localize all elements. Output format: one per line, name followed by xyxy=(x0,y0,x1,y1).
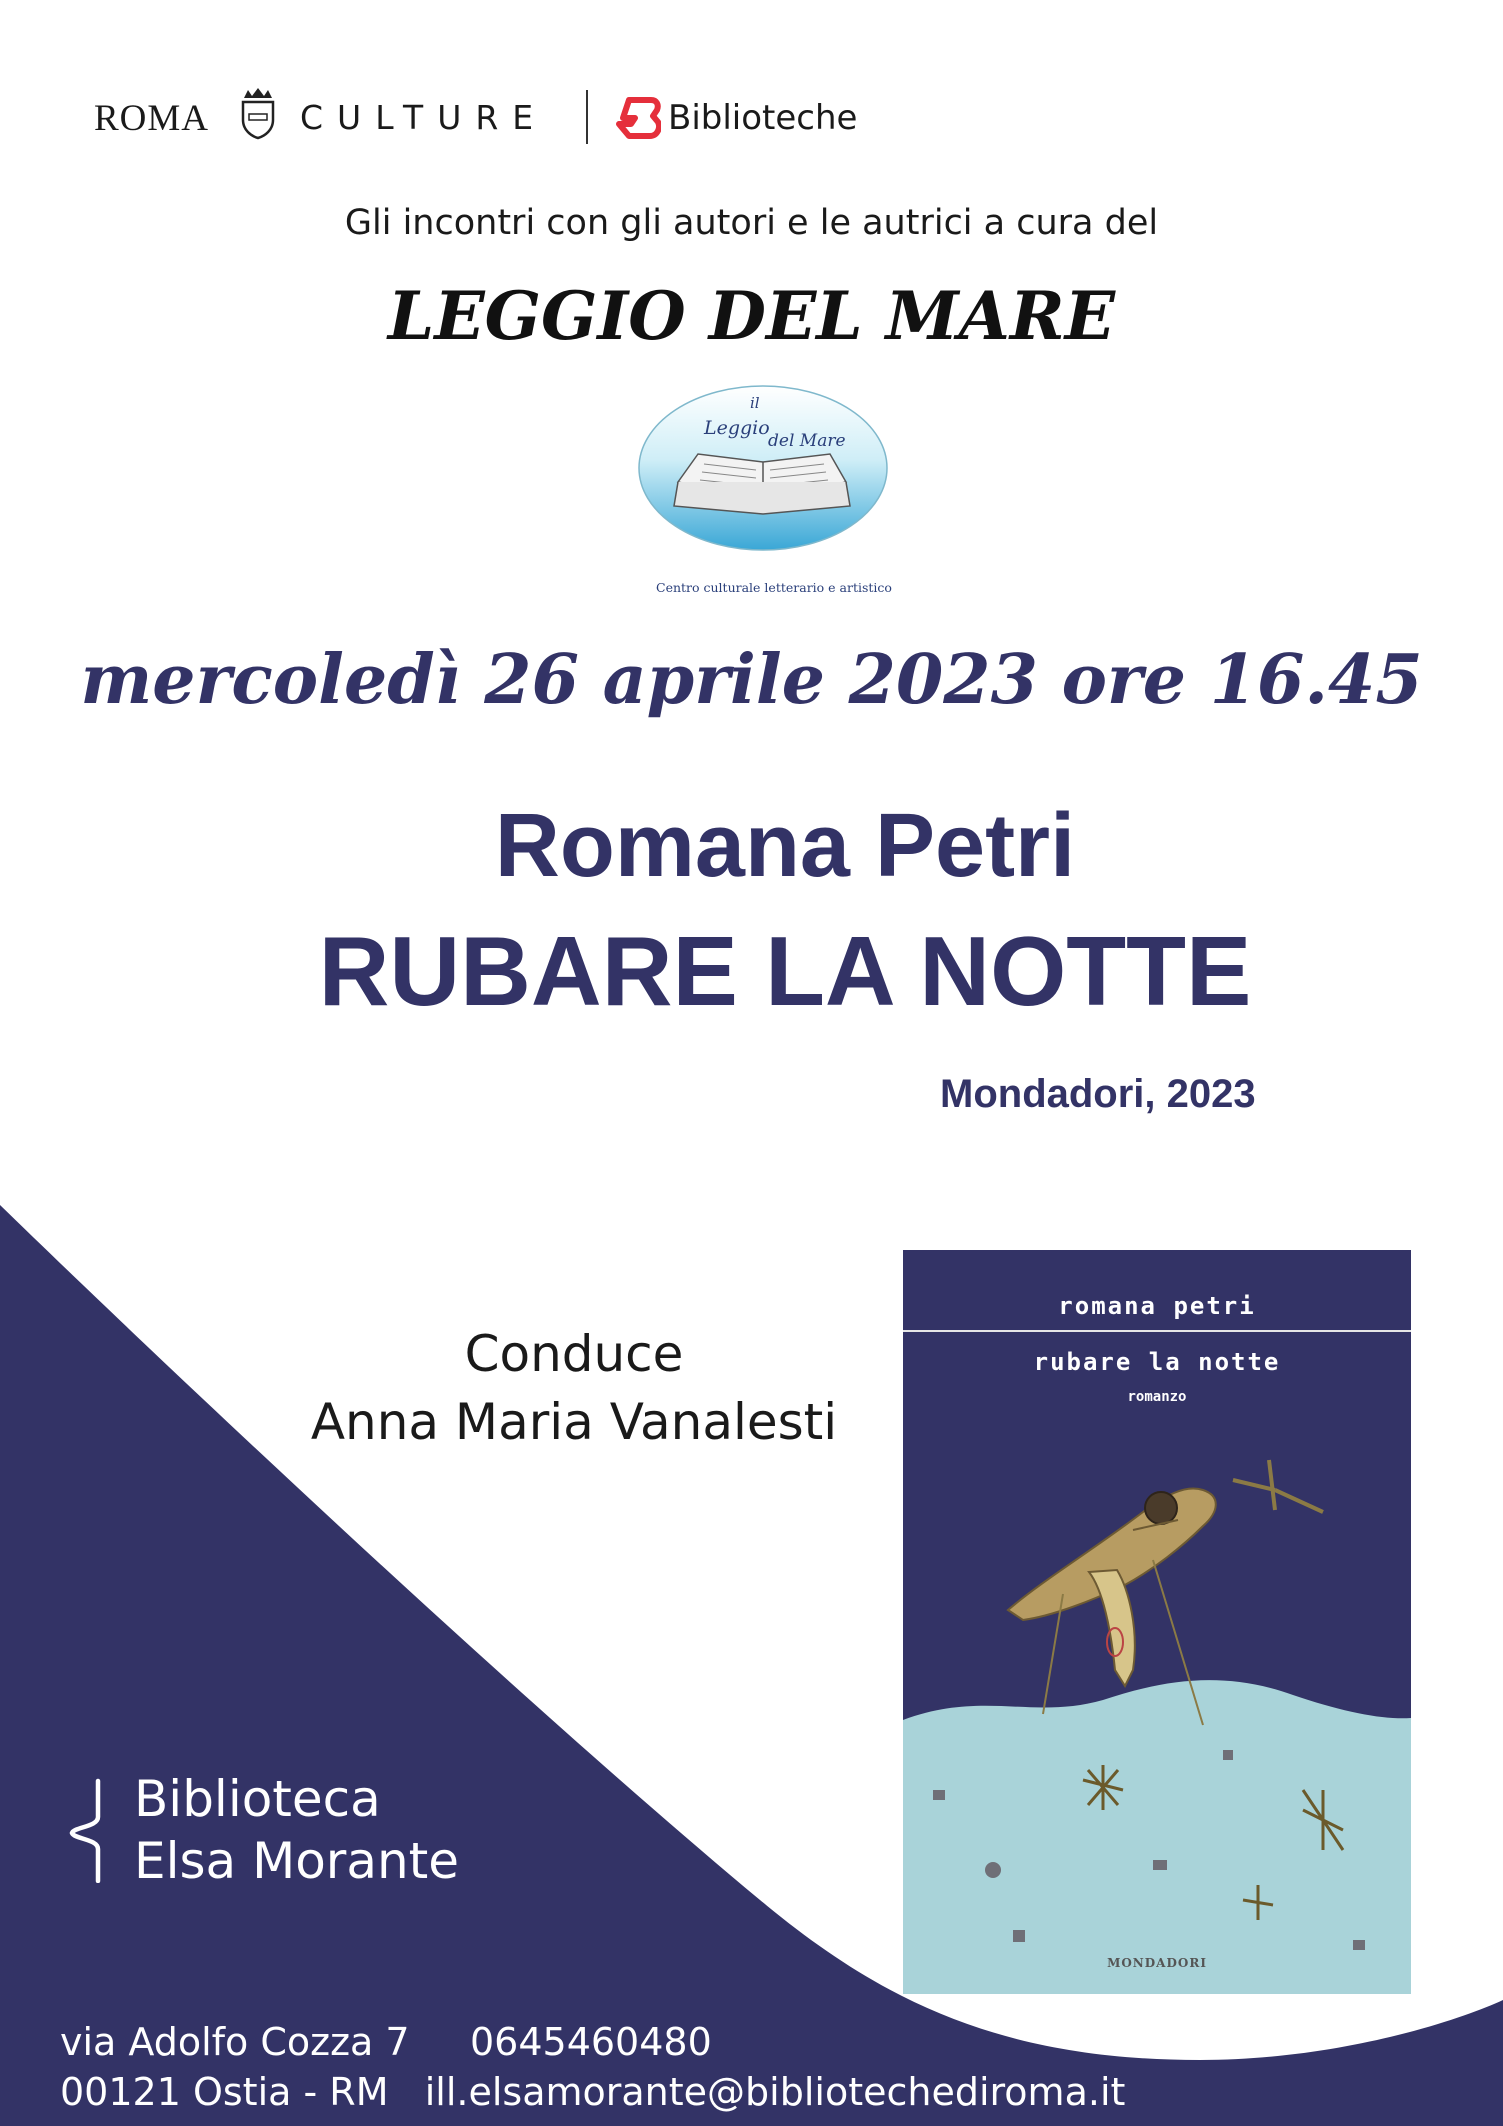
footer-line-2 xyxy=(60,2070,1125,2114)
author-name: Romana Petri xyxy=(494,796,1076,896)
logo-text-leggio: Leggio xyxy=(704,417,770,439)
footer-address: via Adolfo Cozza 7 xyxy=(60,2020,410,2064)
host-label: Conduce xyxy=(464,1325,684,1383)
leggio-del-mare-logo xyxy=(638,382,908,602)
library-bracket-icon xyxy=(64,1777,108,1883)
header-divider xyxy=(586,90,588,144)
library-name-line2: Elsa Morante xyxy=(134,1832,460,1890)
footer-email[interactable]: ill.elsamorante@bibliotechediroma.it xyxy=(424,2070,1126,2114)
biblioteche-logo-icon xyxy=(615,96,661,140)
roma-crest-icon xyxy=(238,86,278,140)
footer-city: 00121 Ostia - RM xyxy=(60,2070,389,2114)
cover-rule xyxy=(903,1330,1411,1332)
cover-author: romana petri xyxy=(1058,1292,1256,1320)
event-date: mercoledì 26 aprile 2023 ore 16.45 xyxy=(80,640,1423,720)
intro-text: Gli incontri con gli autori e le autrici a cura del xyxy=(344,203,1159,243)
logo-text-del-mare: del Mare xyxy=(768,431,846,451)
publisher-year: Mondadori, 2023 xyxy=(940,1072,1256,1116)
host-block xyxy=(262,1320,886,1456)
host-name: Anna Maria Vanalesti xyxy=(310,1393,838,1451)
footer-phone[interactable]: 0645460480 xyxy=(470,2020,712,2064)
library-name-line1: Biblioteca xyxy=(134,1770,381,1828)
logo-text-il: il xyxy=(750,394,760,412)
library-name xyxy=(134,1768,459,1892)
book-cover-image xyxy=(903,1250,1411,1994)
logo-caption: Centro culturale letterario e artistico xyxy=(656,580,892,595)
cover-title: rubare la notte xyxy=(1033,1348,1281,1376)
series-title: LEGGIO DEL MARE xyxy=(387,277,1116,355)
cover-publisher: MONDADORI xyxy=(1107,1956,1207,1970)
footer-line-1 xyxy=(60,2020,712,2064)
cover-genre: romanzo xyxy=(1127,1389,1187,1405)
biblioteche-logo-text: Biblioteche xyxy=(668,98,858,138)
book-title: RUBARE LA NOTTE xyxy=(318,916,1252,1026)
culture-logo-text: CULTURE xyxy=(300,98,548,137)
roma-logo-text: ROMA xyxy=(94,98,210,139)
